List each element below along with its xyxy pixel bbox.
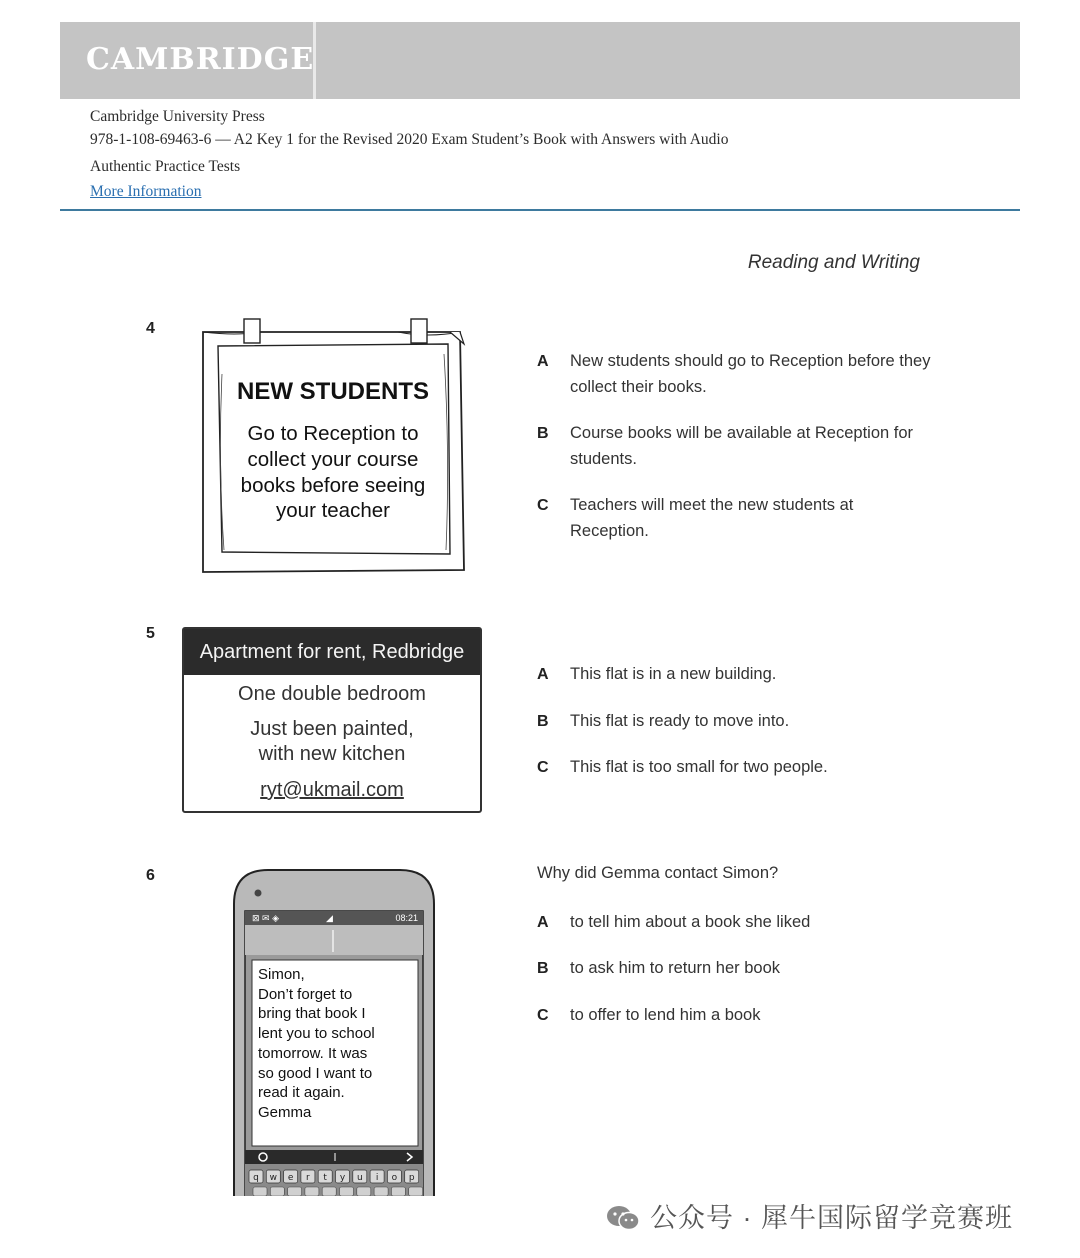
- wechat-icon: [606, 1205, 640, 1231]
- keyboard-key: [340, 1187, 354, 1196]
- publisher-name: Cambridge University Press: [90, 108, 265, 125]
- keyboard-key: [270, 1187, 284, 1196]
- notice-line: collect your course: [247, 447, 419, 471]
- keyboard-key-label: e: [287, 1173, 294, 1183]
- keyboard-key-label: p: [408, 1173, 415, 1183]
- advert-painted: Just been painted,: [250, 718, 414, 740]
- phone-time: 08:21: [395, 913, 418, 923]
- q4-option-b-letter: B: [537, 425, 549, 442]
- question-number-4: 4: [146, 320, 155, 337]
- sms-line: Don’t forget to: [258, 985, 353, 1003]
- keyboard-key: [357, 1187, 371, 1196]
- q6-option-a[interactable]: to tell him about a book she liked: [570, 913, 811, 931]
- q5-option-b[interactable]: This flat is ready to move into.: [570, 712, 790, 730]
- sms-line: tomorrow. It was: [258, 1044, 368, 1062]
- sms-line: read it again.: [258, 1084, 345, 1102]
- q6-prompt: Why did Gemma contact Simon?: [537, 864, 779, 882]
- sms-message: [258, 965, 408, 1123]
- more-information-link[interactable]: More Information: [90, 183, 202, 200]
- header-rule: [60, 209, 1020, 211]
- camera-icon: [255, 890, 262, 897]
- q5-option-a[interactable]: This flat is in a new building.: [570, 665, 777, 683]
- q6-option-c-letter: C: [537, 1007, 549, 1024]
- question-number-6: 6: [146, 867, 155, 884]
- keyboard-key: [374, 1187, 388, 1196]
- q5-option-c[interactable]: This flat is too small for two people.: [570, 758, 828, 776]
- signal-icon: ◢: [326, 913, 333, 923]
- book-isbn-title: 978-1-108-69463-6 — A2 Key 1 for the Revised 2020 Exam Student’s Book with Answers with Audio: [90, 131, 729, 148]
- q6-option-a-letter: A: [537, 914, 549, 931]
- book-subtitle: Authentic Practice Tests: [90, 158, 241, 175]
- q4-option-c[interactable]: Teachers will meet the new students at Reception.: [570, 496, 854, 540]
- wechat-watermark: [606, 1196, 1013, 1235]
- keyboard-key-label: i: [375, 1173, 379, 1183]
- keyboard-key: [288, 1187, 302, 1196]
- q6-option-b-letter: B: [537, 960, 549, 977]
- keyboard-key-label: w: [269, 1173, 277, 1183]
- cambridge-logo: CAMBRIDGE: [86, 42, 315, 77]
- keyboard-key: [409, 1187, 423, 1196]
- q5-option-c-letter: C: [537, 759, 549, 776]
- sms-line: lent you to school: [258, 1025, 375, 1043]
- keyboard-key-label: t: [323, 1173, 327, 1183]
- sms-line: Simon,: [258, 966, 305, 983]
- notice-line: books before seeing: [240, 473, 426, 497]
- status-icons: ⊠ ✉ ◈: [252, 913, 280, 923]
- notice-body: [222, 421, 444, 524]
- keyboard-key: [322, 1187, 336, 1196]
- advert-bedroom: One double bedroom: [238, 683, 426, 705]
- notice-line: Go to Reception to: [247, 422, 419, 445]
- q5-option-a-letter: A: [537, 666, 549, 683]
- tape-left-icon: [244, 319, 260, 343]
- keyboard-key-label: y: [339, 1173, 346, 1183]
- rental-advert: [182, 627, 482, 813]
- q4-option-b[interactable]: Course books will be available at Reception for students.: [570, 424, 914, 468]
- advert-heading: Apartment for rent, Redbridge: [184, 629, 480, 675]
- keyboard-key-label: r: [306, 1173, 310, 1183]
- q4-option-a-letter: A: [537, 353, 549, 370]
- keyboard-key: [253, 1187, 267, 1196]
- notice-line: your teacher: [276, 499, 390, 523]
- keyboard-key: [305, 1187, 319, 1196]
- q4-option-a[interactable]: New students should go to Reception before they collect their books.: [570, 352, 931, 396]
- phone-status-bar: [246, 911, 424, 925]
- notice-heading: NEW STUDENTS: [237, 378, 429, 405]
- q4-option-c-letter: C: [537, 497, 549, 514]
- sms-line: bring that book I: [258, 1005, 366, 1023]
- q6-option-b[interactable]: to ask him to return her book: [570, 959, 781, 977]
- watermark-text: 公众号 · 犀牛国际留学竞赛班: [650, 1203, 1013, 1233]
- q6-option-c[interactable]: to offer to lend him a book: [570, 1006, 761, 1024]
- advert-email: ryt@ukmail.com: [260, 779, 404, 801]
- sms-line: so good I want to: [258, 1064, 373, 1082]
- keyboard-key-label: q: [253, 1173, 259, 1183]
- section-title: Reading and Writing: [747, 252, 920, 273]
- q5-option-b-letter: B: [537, 713, 549, 730]
- sms-line: Gemma: [258, 1103, 312, 1121]
- keyboard-key: [391, 1187, 405, 1196]
- advert-kitchen: with new kitchen: [258, 743, 406, 765]
- question-number-5: 5: [146, 625, 155, 642]
- keyboard-key-label: o: [391, 1173, 398, 1183]
- keyboard-key-label: u: [356, 1173, 363, 1183]
- tape-right-icon: [411, 319, 427, 343]
